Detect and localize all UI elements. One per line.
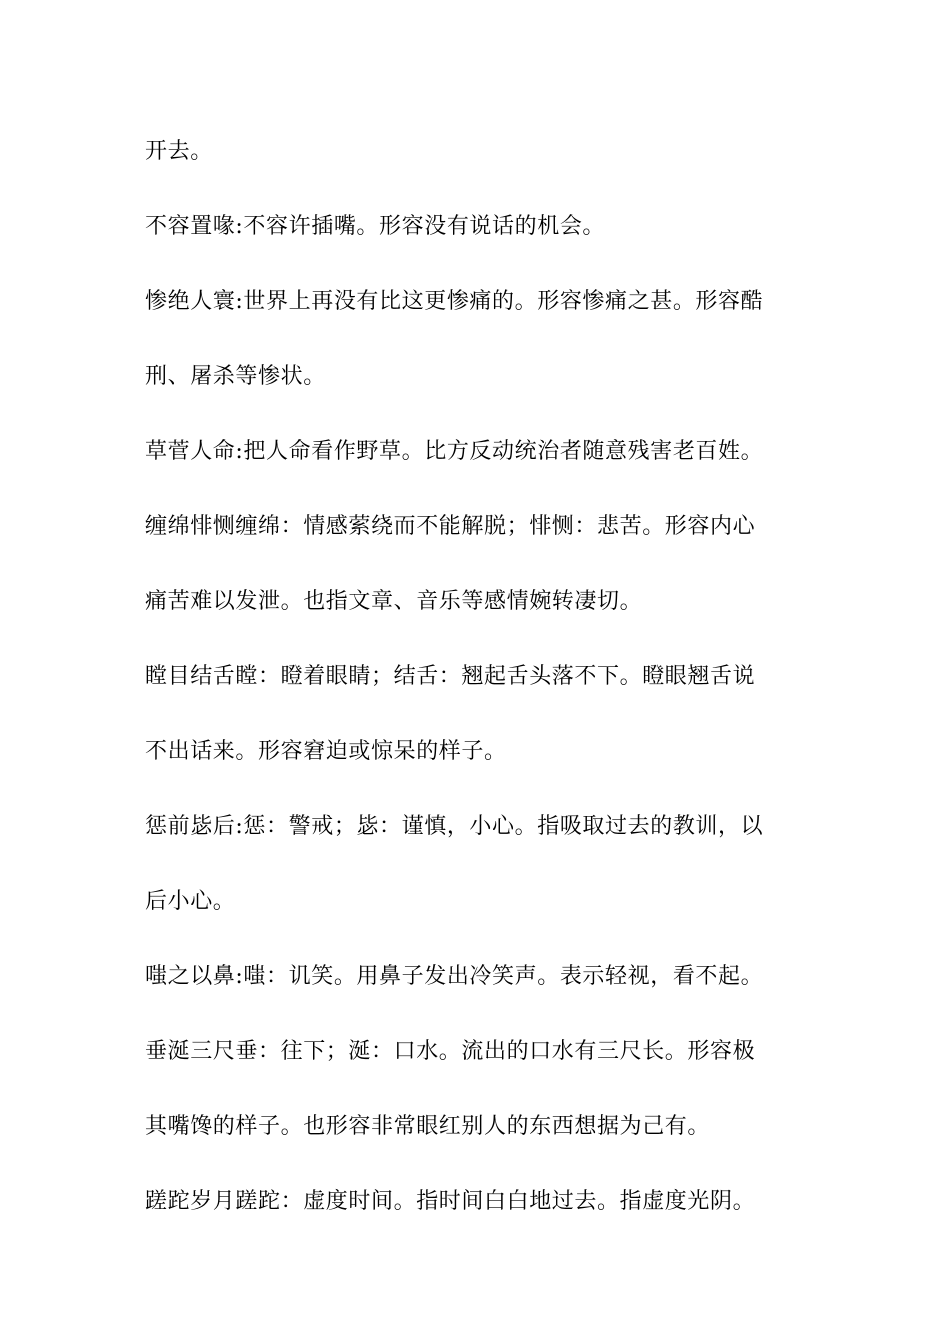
text-line: 惨绝人寰:世界上再没有比这更惨痛的。形容惨痛之甚。形容酷 xyxy=(145,289,764,314)
text-line: 蹉跎岁月蹉跎：虚度时间。指时间白白地过去。指虚度光阴。 xyxy=(145,1189,756,1214)
text-line: 瞠目结舌瞠：瞪着眼睛；结舌：翘起舌头落不下。瞪眼翘舌说 xyxy=(145,664,756,689)
text-line: 刑、屠杀等惨状。 xyxy=(145,364,326,389)
text-line: 垂涎三尺垂：往下；涎：口水。流出的口水有三尺长。形容极 xyxy=(145,1039,756,1064)
text-line: 缠绵悱恻缠绵：情感萦绕而不能解脱；悱恻：悲苦。形容内心 xyxy=(145,514,756,539)
text-line: 草菅人命:把人命看作野草。比方反动统治者随意残害老百姓。 xyxy=(145,439,764,464)
text-line: 痛苦难以发泄。也指文章、音乐等感情婉转凄切。 xyxy=(145,589,643,614)
text-line: 后小心。 xyxy=(145,889,236,914)
text-line: 其嘴馋的样子。也形容非常眼红别人的东西想据为己有。 xyxy=(145,1114,711,1139)
text-line: 惩前毖后:惩：警戒；毖：谨慎，小心。指吸取过去的教训，以 xyxy=(145,814,764,839)
text-line: 不容置喙:不容许插嘴。形容没有说话的机会。 xyxy=(145,214,606,239)
text-line: 嗤之以鼻:嗤：讥笑。用鼻子发出冷笑声。表示轻视，看不起。 xyxy=(145,964,764,989)
text-line: 开去。 xyxy=(145,139,213,164)
text-line: 不出话来。形容窘迫或惊呆的样子。 xyxy=(145,739,507,764)
